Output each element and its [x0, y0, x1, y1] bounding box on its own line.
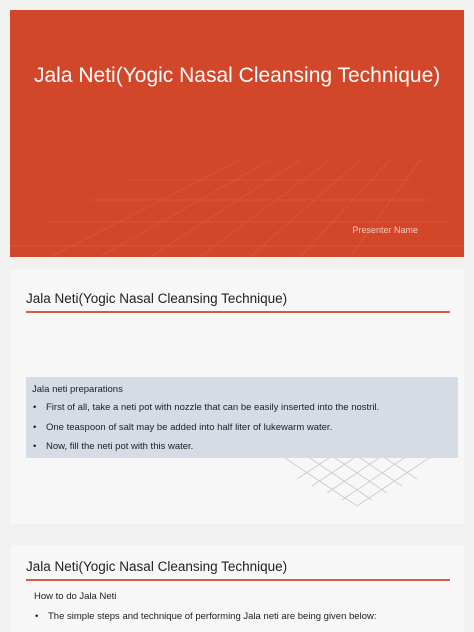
list-item-text: The simple steps and technique of performing Jala neti are being given below: [48, 611, 377, 622]
preparation-list [32, 402, 452, 461]
list-item [34, 611, 376, 631]
steps-list [34, 611, 376, 631]
list-item-text: Now, fill the neti pot with this water. [46, 441, 194, 452]
slide-title: Jala Neti(Yogic Nasal Cleansing Technique) [26, 291, 288, 306]
box-heading: Jala neti preparations [32, 384, 123, 395]
preparations-slide [10, 270, 464, 524]
perspective-grid-decoration [10, 10, 464, 257]
wireframe-grid-decoration [282, 456, 432, 508]
list-item [32, 441, 452, 461]
presentation-title: Jala Neti(Yogic Nasal Cleansing Technique) [34, 64, 441, 87]
bullet-icon: • [33, 402, 37, 413]
presenter-name: Presenter Name [352, 225, 418, 235]
bullet-icon: • [33, 441, 37, 452]
list-item [32, 402, 452, 422]
how-to-slide [10, 545, 464, 632]
title-underline [26, 311, 450, 313]
section-heading: How to do Jala Neti [34, 591, 117, 602]
slide-title: Jala Neti(Yogic Nasal Cleansing Technique) [26, 559, 288, 574]
title-slide [10, 10, 464, 257]
list-item-text: First of all, take a neti pot with nozzle that can be easily inserted into the nostril. [46, 402, 380, 413]
preparations-box [26, 377, 458, 458]
bullet-icon: • [35, 611, 39, 622]
list-item [32, 422, 452, 442]
title-underline [26, 579, 450, 581]
list-item-text: One teaspoon of salt may be added into half liter of lukewarm water. [46, 421, 333, 433]
bullet-icon: • [33, 421, 37, 433]
